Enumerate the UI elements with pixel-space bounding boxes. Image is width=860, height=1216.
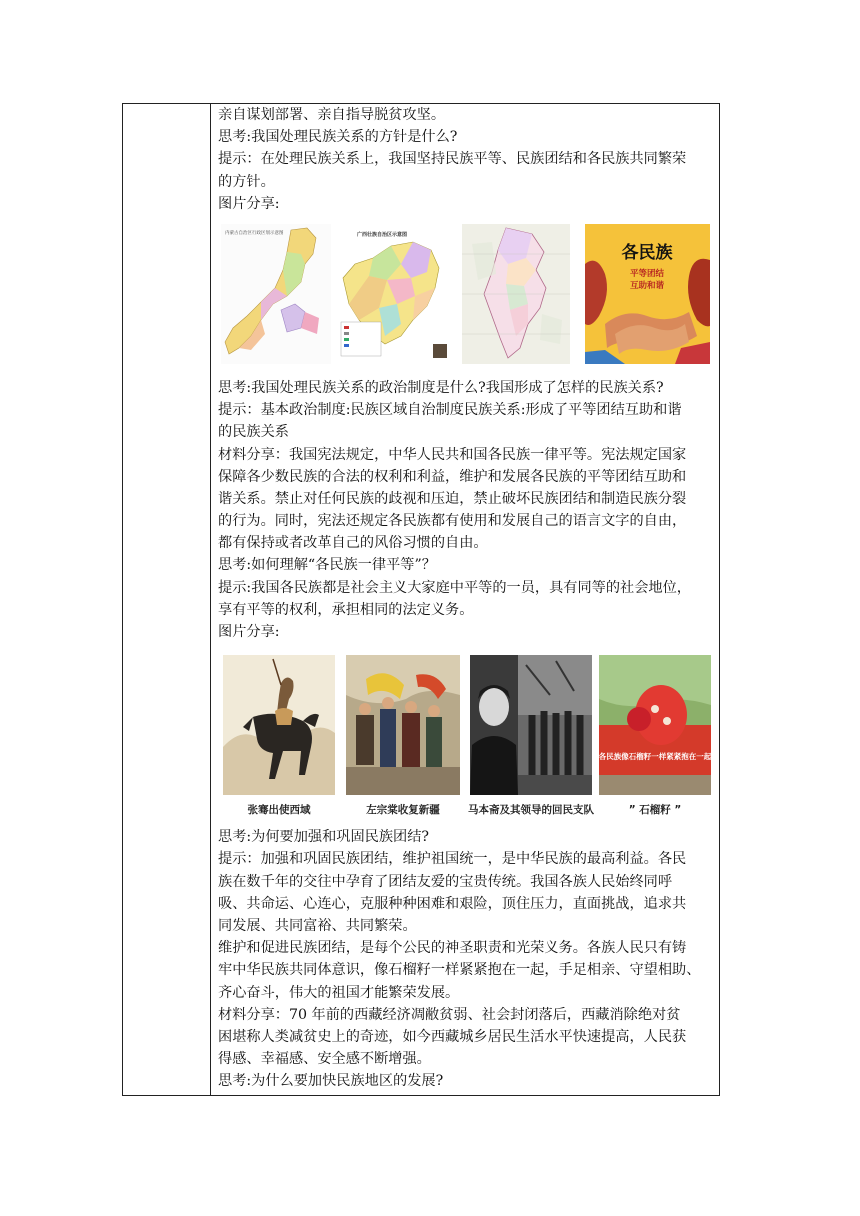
lesson-table <box>122 103 720 1096</box>
text-line: 图片分享: <box>218 195 280 212</box>
text-line: 图片分享: <box>218 624 280 640</box>
zuo-zongtang-painting <box>346 655 460 795</box>
ma-benzhai-photo <box>470 655 592 795</box>
text-line: 保障各少数民族的合法的权利和利益，维护和发展各民族的平等团结互助和 <box>218 468 687 485</box>
text-line: 困堪称人类减贫史上的奇迹，如今西藏城乡居民生活水平快速提高，人民获 <box>218 1028 687 1045</box>
text-line: 思考:为何要加强和巩固民族团结? <box>218 829 430 846</box>
ethnic-unity-poster <box>585 224 710 364</box>
text-line: 材料分享：我国宪法规定，中华人民共和国各民族一律平等。宪法规定国家 <box>218 446 687 463</box>
text-line: 思考:为什么要加快民族地区的发展? <box>218 1073 444 1090</box>
poster-line-2: 互助和谐 <box>629 280 665 291</box>
text-line: 谐关系。禁止对任何民族的歧视和压迫，禁止破坏民族团结和制造民族分裂 <box>218 490 687 507</box>
image-share-maps <box>218 215 718 377</box>
caption-zuo-zongtang: 左宗棠收复新疆 <box>366 804 440 817</box>
text-line: 亲自谋划部署、亲自指导脱贫攻坚。 <box>218 107 446 123</box>
ningxia-map <box>462 224 570 364</box>
guangxi-map <box>335 224 455 364</box>
text-line: 提示：在处理民族关系上，我国坚持民族平等、民族团结和各民族共同繁荣 <box>218 151 687 168</box>
text-line: 同发展、共同富裕、共同繁荣。 <box>218 917 417 934</box>
text-line: 思考:如何理解“各民族一律平等”？ <box>218 557 436 574</box>
map1-title: 内蒙古自治区行政区划示意图 <box>225 230 284 236</box>
zhang-qian-painting <box>223 655 335 795</box>
column-divider <box>210 104 211 1095</box>
text-line: 齐心奋斗，伟大的祖国才能繁荣发展。 <box>218 984 460 1001</box>
text-line: 都有保持或者改革自己的风俗习惯的自由。 <box>218 535 488 552</box>
text-line: 的民族关系 <box>218 424 289 441</box>
caption-pomegranate: ” 石榴籽 ” <box>628 804 682 817</box>
text-line: 思考:我国处理民族关系的政治制度是什么?我国形成了怎样的民族关系? <box>218 379 664 396</box>
text-line: 族在数千年的交往中孕育了团结友爱的宝贵传统。我国各族人民始终同呼 <box>218 873 673 890</box>
lesson-content-cell <box>218 104 718 1092</box>
text-line: 的方针。 <box>218 173 275 190</box>
text-line: 享有平等的权利，承担相同的法定义务。 <box>218 601 474 618</box>
text-line: 得感、幸福感、安全感不断增强。 <box>218 1051 431 1068</box>
pomegranate-seed-photo <box>599 655 711 795</box>
inner-mongolia-map <box>221 224 331 364</box>
text-line: 提示：加强和巩固民族团结，维护祖国统一，是中华民族的最高利益。各民 <box>218 851 687 868</box>
image-share-history <box>218 643 718 826</box>
text-line: 提示:我国各民族都是社会主义大家庭中平等的一员，具有同等的社会地位， <box>218 579 691 596</box>
caption-zhang-qian: 张骞出使西域 <box>247 804 311 817</box>
banner-text: 各民族像石榴籽一样紧紧抱在一起 <box>599 752 711 762</box>
text-line: 材料分享：70 年前的西藏经济凋敝贫弱、社会封闭落后，西藏消除绝对贫 <box>218 1006 681 1023</box>
text-line: 的行为。同时，宪法还规定各民族都有使用和发展自己的语言文字的自由， <box>218 513 687 530</box>
text-line: 思考:我国处理民族关系的方针是什么? <box>218 129 458 146</box>
caption-ma-benzhai: 马本斋及其领导的回民支队 <box>468 804 594 817</box>
map2-title: 广西壮族自治区示意图 <box>357 231 408 238</box>
poster-title: 各民族 <box>621 242 673 263</box>
poster-line-1: 平等团结 <box>629 268 665 279</box>
text-line: 维护和促进民族团结，是每个公民的神圣职责和光荣义务。各族人民只有铸 <box>218 940 687 957</box>
text-line: 牢中华民族共同体意识，像石榴籽一样紧紧抱在一起，手足相亲、守望相助、 <box>218 962 701 979</box>
text-line: 提示：基本政治制度:民族区域自治制度民族关系:形成了平等团结互助和谐 <box>218 402 682 419</box>
text-line: 吸、共命运、心连心，克服种种困难和艰险，顶住压力，直面挑战，追求共 <box>218 895 687 912</box>
